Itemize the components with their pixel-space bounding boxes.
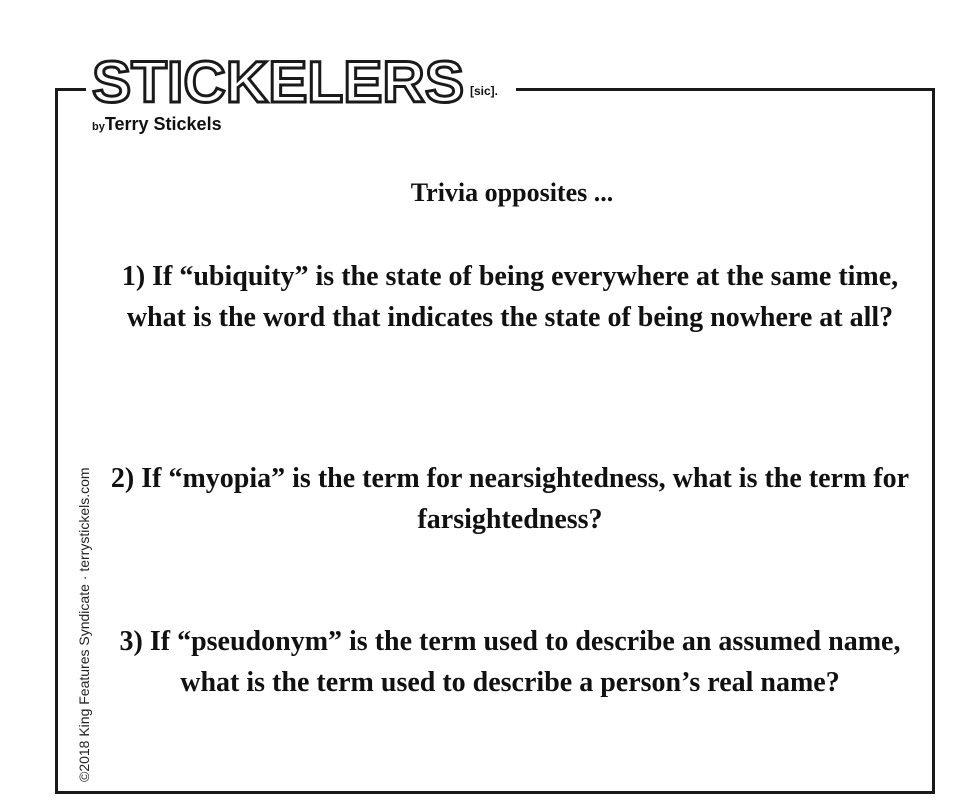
byline-by: by	[92, 121, 105, 133]
logo-wordmark	[86, 42, 476, 112]
logo-sic: [sic].	[470, 84, 499, 98]
question-2: 2) If “myopia” is the term for nearsightedness, what is the term for farsightedness?	[110, 463, 910, 535]
question-1: 1) If “ubiquity” is the state of being everywhere at the same time, what is the word that indicates the state of being nowhere at all?	[121, 261, 899, 333]
byline-author: Terry Stickels	[104, 114, 222, 134]
puzzle-heading: Trivia opposites ...	[410, 178, 614, 207]
question-3: 3) If “pseudonym” is the term used to describe an assumed name, what is the term used to describe a person’s real name?	[119, 626, 901, 698]
copyright-credit: ©2018 King Features Syndicate · terrystickels.com	[76, 467, 92, 782]
byline	[92, 114, 222, 135]
logo-title: STICKELERS	[92, 50, 464, 112]
stickelers-logo	[86, 42, 516, 136]
